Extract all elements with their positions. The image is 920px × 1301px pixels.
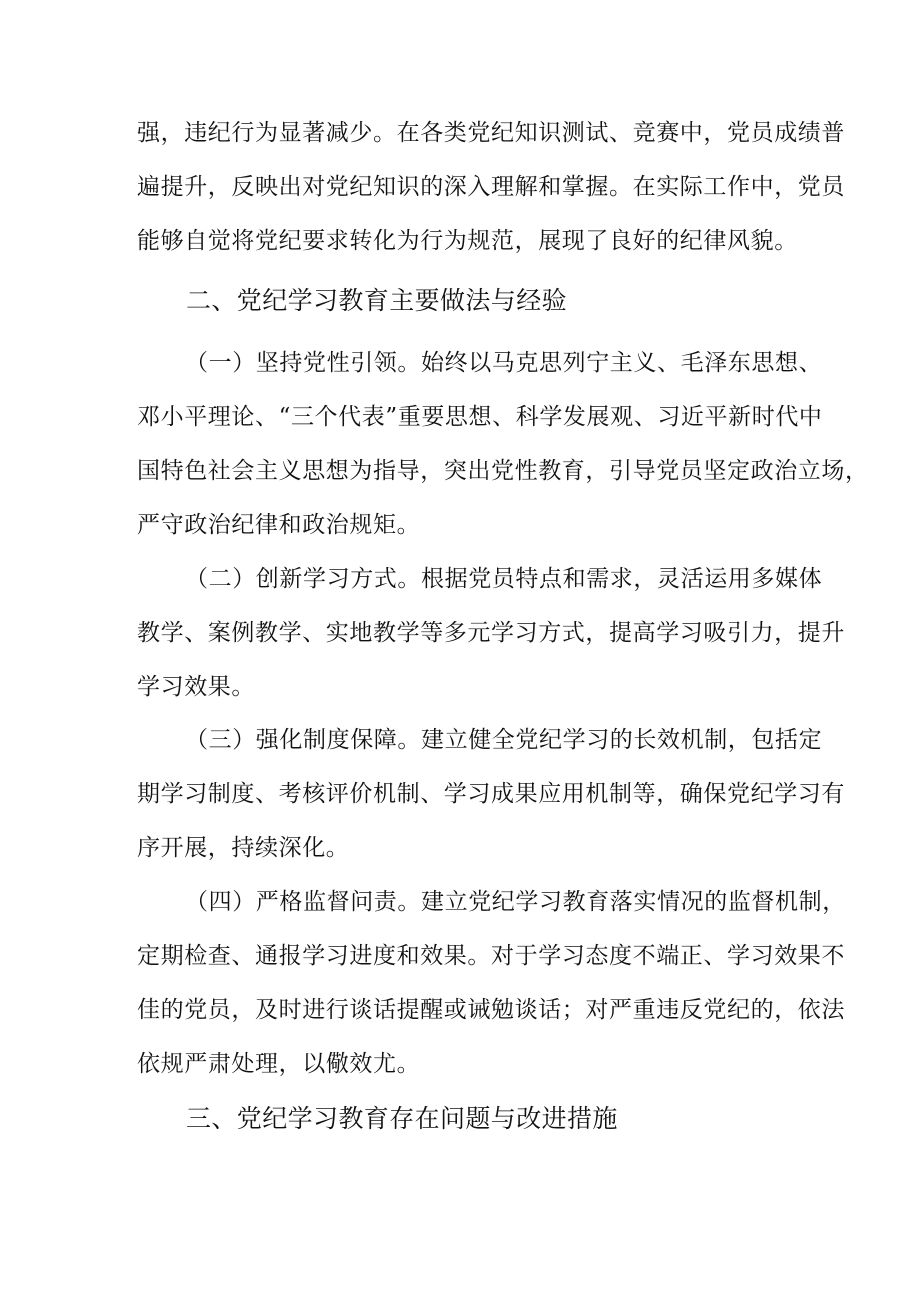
section2-item-4 (137, 875, 846, 1091)
item2-line-1: （二）创新学习方式。根据党员特点和需求，灵活运用多媒体 (185, 566, 823, 592)
item3-line-1: （三）强化制度保障。建立健全党纪学习的长效机制，包括定 (185, 727, 823, 753)
intro-paragraph (137, 106, 845, 268)
item1-line-1: （一）坚持党性引领。始终以马克思列宁主义、毛泽东思想、 (185, 350, 823, 376)
item3-line-3: 序开展，持续深化。 (137, 835, 350, 861)
intro-line-2: 遍提升，反映出对党纪知识的深入理解和掌握。在实际工作中，党员 (137, 174, 845, 200)
item4-line-4: 依规严肃处理，以儆效尤。 (137, 1051, 421, 1077)
item4-line-2: 定期检查、通报学习进度和效果。对于学习态度不端正、学习效果不 (137, 943, 845, 969)
item1-line-2: 邓小平理论、“三个代表”重要思想、科学发展观、习近平新时代中 (137, 404, 823, 430)
section2-item-1 (137, 336, 869, 552)
section2-heading: 二、党纪学习教育主要做法与经验 (186, 286, 568, 315)
section3-heading: 三、党纪学习教育存在问题与改进措施 (186, 1104, 618, 1133)
item2-line-3: 学习效果。 (137, 674, 255, 700)
item3-line-2: 期学习制度、考核评价机制、学习成果应用机制等，确保党纪学习有 (137, 781, 845, 807)
item4-line-3: 佳的党员，及时进行谈话提醒或诫勉谈话；对严重违反党纪的，依法 (137, 997, 845, 1023)
intro-line-1: 强，违纪行为显著减少。在各类党纪知识测试、竞赛中，党员成绩普 (137, 120, 845, 146)
item2-line-2: 教学、案例教学、实地教学等多元学习方式，提高学习吸引力，提升 (137, 620, 845, 646)
section2-item-3 (137, 713, 845, 875)
section2-item-2 (137, 552, 845, 714)
item1-line-4: 严守政治纪律和政治规矩。 (137, 512, 421, 538)
intro-line-3: 能够自觉将党纪要求转化为行为规范，展现了良好的纪律风貌。 (137, 228, 798, 254)
item1-line-3: 国特色社会主义思想为指导，突出党性教育，引导党员坚定政治立场， (137, 458, 869, 484)
item4-line-1: （四）严格监督问责。建立党纪学习教育落实情况的监督机制， (185, 889, 846, 915)
